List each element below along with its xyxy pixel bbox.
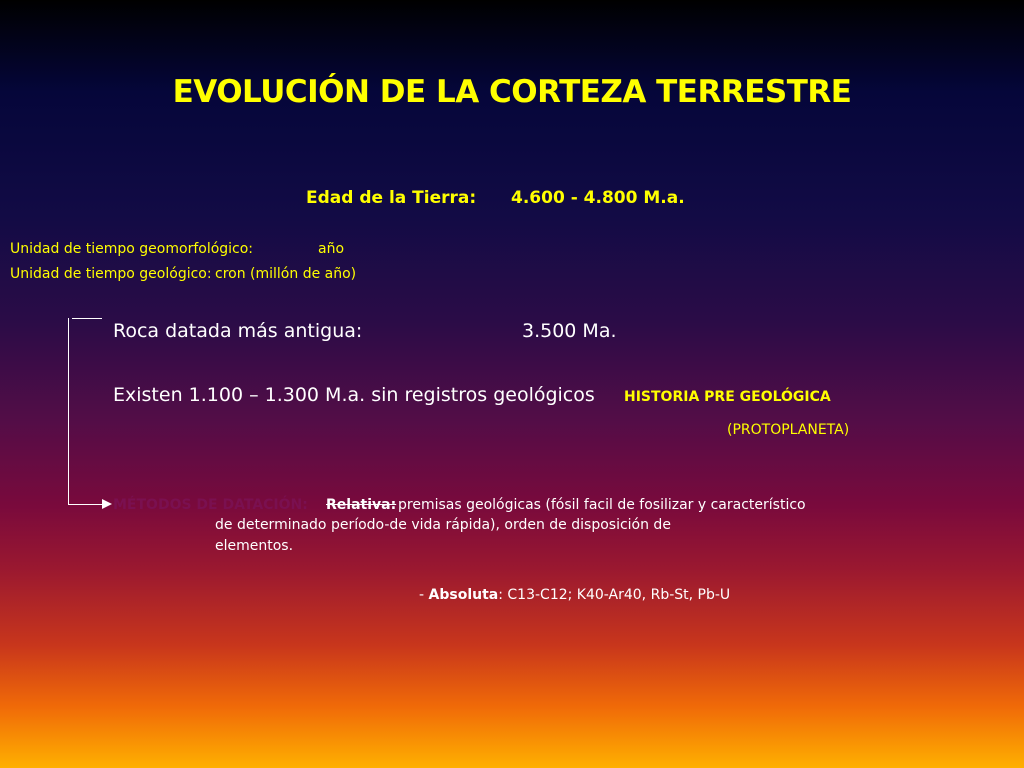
arrow-right-icon xyxy=(102,499,112,509)
absoluta-prefix: - xyxy=(419,587,429,603)
metodos-datacion-label: MÉTODOS DE DATACIÓN: xyxy=(113,497,308,513)
roca-value: 3.500 Ma. xyxy=(522,320,617,342)
unidad-geomorfologico-value: año xyxy=(318,241,345,257)
unidad-geologico-label: Unidad de tiempo geológico: xyxy=(10,266,212,282)
roca-label: Roca datada más antigua: xyxy=(113,320,363,342)
slide-title: EVOLUCIÓN DE LA CORTEZA TERRESTRE xyxy=(172,74,852,110)
existen-text: Existen 1.100 – 1.300 M.a. sin registros geológicos xyxy=(113,384,595,406)
absoluta-text: : C13-C12; K40-Ar40, Rb-St, Pb-U xyxy=(498,587,731,603)
relativa-label: Relativa: xyxy=(326,497,397,513)
absoluta-label: Absoluta xyxy=(428,587,499,603)
unidad-geologico-value: cron (millón de año) xyxy=(215,266,357,282)
edad-label: Edad de la Tierra: xyxy=(306,188,477,208)
unidad-geomorfologico-label: Unidad de tiempo geomorfológico: xyxy=(10,241,254,257)
relativa-line-1: premisas geológicas (fósil facil de fosilizar y característico xyxy=(398,497,806,513)
bracket-top-line xyxy=(72,318,102,319)
bracket-bottom-line xyxy=(68,504,104,505)
edad-value: 4.600 - 4.800 M.a. xyxy=(511,188,685,208)
relativa-line-3: elementos. xyxy=(215,538,294,554)
bracket-vertical-line xyxy=(68,318,69,505)
relativa-line-2: de determinado período-de vida rápida), orden de disposición de xyxy=(215,517,671,533)
absoluta-line xyxy=(419,587,730,603)
historia-pre-geologica: HISTORIA PRE GEOLÓGICA xyxy=(624,389,831,405)
protoplaneta-label: (PROTOPLANETA) xyxy=(727,422,850,438)
